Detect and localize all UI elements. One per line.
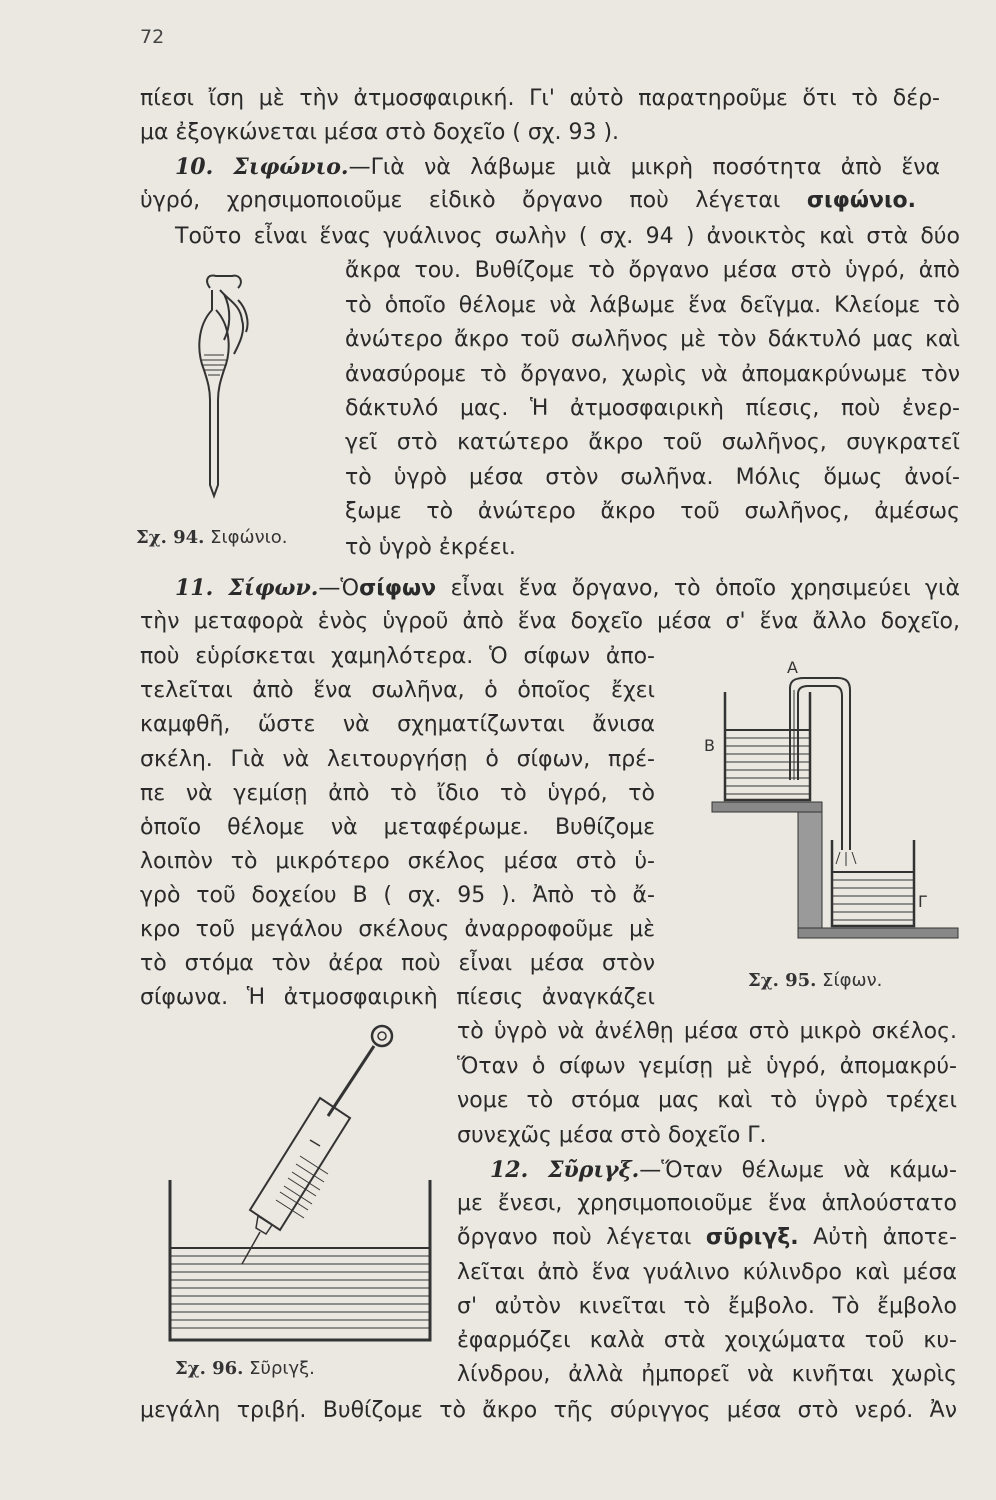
text-line: τελεῖται ἀπὸ ἕνα σωλῆνα, ὁ ὁποῖος ἔχει <box>140 678 655 703</box>
text-line: νομε τὸ στόμα μας καὶ τὸ ὑγρὸ τρέχει <box>457 1088 957 1113</box>
text-line: σ' αὐτὸν κινεῖται τὸ ἔμβολο. Τὸ ἔμβολο <box>457 1294 957 1319</box>
figure-95-label-a: Α <box>787 658 798 677</box>
figure-95-label-b: Β <box>704 736 715 755</box>
text-line: ἀνώτερο ἄκρο τοῦ σωλῆνος μὲ τὸν δάκτυλό μας καὶ <box>345 327 960 352</box>
text-line: ἀνασύρομε τὸ ὄργανο, χωρὶς νὰ ἀπομακρύνωμε τὸν <box>345 362 960 387</box>
text-line: ἐφαρμόζει καλὰ στὰ χοιχώματα τοῦ κυ- <box>457 1328 957 1353</box>
text-line: ὄργανο ποὺ λέγεται σῦριγξ. Αὐτὴ ἀποτε- <box>457 1225 957 1250</box>
text-line: πίεσι ἴση μὲ τὴν ἀτμοσφαιρική. Γι' αὐτὸ παρατηροῦμε ὅτι τὸ δέρ- <box>140 86 940 111</box>
text-line: τὸ ὑγρὸ μέσα στὸν σωλῆνα. Μόλις ὅμως ἀνοί- <box>345 465 960 490</box>
text-line: ἄκρα του. Βυθίζομε τὸ ὄργανο μέσα στὸ ὑγρό, ἀπὸ <box>345 258 960 283</box>
figure-94-pipette <box>180 270 270 505</box>
text-line: δάκτυλό μας. Ἡ ἀτμοσφαιρικὴ πίεσις, ποὺ ἐνερ- <box>345 396 960 421</box>
text-line: τὸ ὑγρὸ ἐκρέει. <box>345 535 516 560</box>
text-line: σίφωνα. Ἡ ἀτμοσφαιρικὴ πίεσις ἀναγκάζει <box>140 985 655 1010</box>
figure-94-caption: Σχ. 94. Σιφώνιο. <box>136 527 288 548</box>
text-line: σκέλη. Γιὰ νὰ λειτουργήσῃ ὁ σίφων, πρέ- <box>140 747 655 772</box>
text-line: Ὅταν ὁ σίφων γεμίσῃ μὲ ὑγρό, ἀπομακρύ- <box>457 1054 957 1079</box>
text-line: λεῖται ἀπὸ ἕνα γυάλινο κύλινδρο καὶ μέσα <box>457 1260 957 1285</box>
text-line: τὸ ὑγρὸ νὰ ἀνέλθῃ μέσα στὸ μικρὸ σκέλος. <box>457 1019 957 1044</box>
text-line: ὁποῖο θέλομε νὰ μεταφέρωμε. Βυθίζομε <box>140 815 655 840</box>
text-line: με ἔνεσι, χρησιμοποιοῦμε ἕνα ἁπλούστατο <box>457 1191 957 1216</box>
text-line: γεῖ στὸ κατώτερο ἄκρο τοῦ σωλῆνος, συγκρατεῖ <box>345 430 960 455</box>
text-line: συνεχῶς μέσα στὸ δοχεῖο Γ. <box>457 1123 767 1148</box>
text-line: τὴν μεταφορὰ ἑνὸς ὑγροῦ ἀπὸ ἕνα δοχεῖο μέσα σ' ἕνα ἄλλο δοχεῖο, <box>140 609 960 634</box>
text-line: μα ἐξογκώνεται μέσα στὸ δοχεῖο ( σχ. 93 ). <box>140 120 620 145</box>
text-line: τὸ ὁποῖο θέλομε νὰ λάβωμε ἕνα δεῖγμα. Κλείομε τὸ <box>345 293 960 318</box>
term-syrinx: σῦριγξ. <box>705 1225 799 1250</box>
section-10-heading: 10. Σιφώνιο. <box>175 154 349 180</box>
text-line: γρὸ τοῦ δοχείου Β ( σχ. 95 ). Ἀπὸ τὸ ἄ- <box>140 883 655 908</box>
page-number: 72 <box>140 26 165 48</box>
section-11-heading: 11. Σίφων. <box>175 575 319 601</box>
text-line: λοιπὸν τὸ μικρότερο σκέλος μέσα στὸ ὑ- <box>140 849 655 874</box>
text-line: ξωμε τὸ ἀνώτερο ἄκρο τοῦ σωλῆνος, ἀμέσως <box>345 499 960 524</box>
section-12-first-line: 12. Σῦριγξ.—Ὅταν θέλωμε νὰ κάμω- <box>490 1157 957 1183</box>
section-10-first-line: 10. Σιφώνιο.—Γιὰ νὰ λάβωμε μιὰ μικρὴ ποσότητα ἀπὸ ἕνα <box>175 154 940 180</box>
figure-95-caption: Σχ. 95. Σίφων. <box>748 970 883 991</box>
text-line: πε νὰ γεμίσῃ ἀπὸ τὸ ἴδιο τὸ ὑγρό, τὸ <box>140 781 655 806</box>
section-12-heading: 12. Σῦριγξ. <box>490 1157 640 1183</box>
text-line: ποὺ εὑρίσκεται χαμηλότερα. Ὁ σίφων ἀπο- <box>140 644 655 669</box>
section-11-first-line: 11. Σίφων.—Ὁσίφων εἶναι ἕνα ὄργανο, τὸ ὁποῖο χρησιμεύει γιὰ <box>175 575 960 601</box>
text-line: μεγάλη τριβή. Βυθίζομε τὸ ἄκρο τῆς σύριγγος μέσα στὸ νερό. Ἀν <box>140 1398 957 1423</box>
text-line: Τοῦτο εἶναι ἕνας γυάλινος σωλὴν ( σχ. 94 ) ἀνοικτὸς καὶ στὰ δύο <box>175 224 960 249</box>
figure-95-label-g: Γ <box>918 892 927 911</box>
term-sifonio: σιφώνιο. <box>806 188 916 213</box>
text-line: λίνδρου, ἀλλὰ ἠμπορεῖ νὰ κινῆται χωρὶς <box>457 1362 957 1387</box>
figure-96-caption: Σχ. 96. Σῦριγξ. <box>175 1358 315 1379</box>
term-sifon: σίφων <box>359 576 437 601</box>
text-line: κρο τοῦ μεγάλου σκέλους ἀναρροφοῦμε μὲ <box>140 917 655 942</box>
text-line: τὸ στόμα τὸν ἀέρα ποὺ εἶναι μέσα στὸν <box>140 951 655 976</box>
text-line: ὑγρό, χρησιμοποιοῦμε εἰδικὸ ὄργανο ποὺ λέγεται σιφώνιο. <box>140 188 916 213</box>
text-line: καμφθῆ, ὥστε νὰ σχηματίζωνται ἄνισα <box>140 712 655 737</box>
figure-96-syringe <box>160 1020 440 1350</box>
